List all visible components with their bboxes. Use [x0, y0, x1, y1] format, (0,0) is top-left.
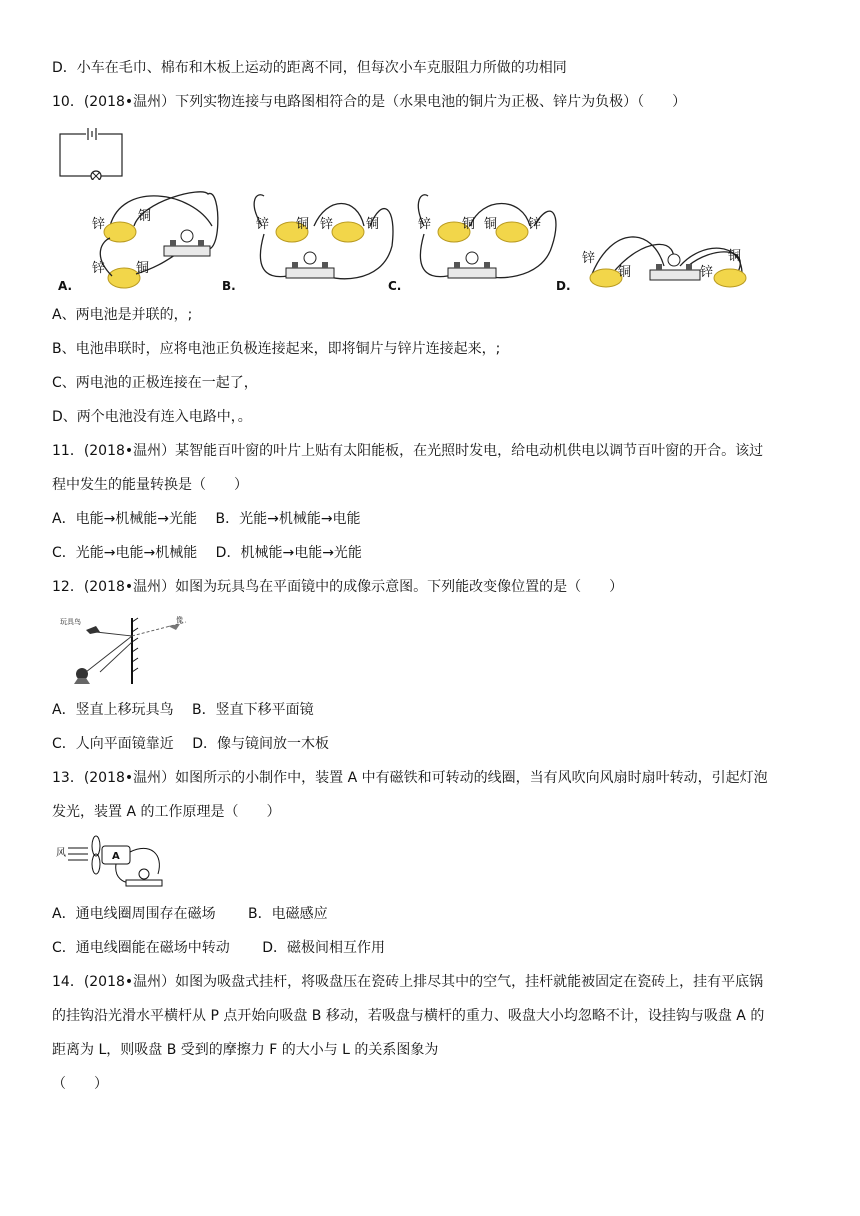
device-a-label: A [112, 851, 120, 862]
q14-stem-line1: 14．(2018•温州）如图为吸盘式挂杆，将吸盘压在瓷砖上排尽其中的空气，挂杆就能被固定在瓷砖上，挂有平底锅 [52, 974, 764, 990]
q10-analysis-d: D、两个电池没有连入电路中，。 [52, 409, 252, 425]
q10-analysis-b: B、电池串联时，应将电池正负极连接起来，即将铜片与锌片连接起来，; [52, 341, 501, 357]
mirror-figure [56, 612, 196, 692]
q10-stem: 10．(2018•温州）下列实物连接与电路图相符合的是（水果电池的铜片为正极、锌片为负极）（ ） [52, 94, 687, 110]
q12-options-cd: C．人向平面镜靠近 D．像与镜间放一木板 [52, 736, 330, 752]
svg-text:锌: 锌 [582, 251, 596, 266]
svg-text:锌: 锌 [320, 217, 334, 232]
svg-text:B.: B. [222, 279, 236, 293]
q13-options-cd: C．通电线圈能在磁场中转动 D．磁极间相互作用 [52, 940, 386, 956]
option-c-figure [388, 195, 556, 293]
q12-options-ab: A．竖直上移玩具鸟 B．竖直下移平面镜 [52, 702, 314, 718]
q11-options-cd: C．光能→电能→机械能 D．机械能→电能→光能 [52, 545, 362, 561]
option-a-figure [58, 192, 218, 293]
svg-text:A.: A. [58, 279, 73, 293]
svg-text:铜: 铜 [138, 209, 152, 224]
fruit-battery-options [52, 186, 752, 298]
circuit-diagram [56, 124, 128, 180]
svg-text:铜: 铜 [366, 217, 380, 232]
svg-text:铜: 铜 [136, 261, 150, 276]
svg-text:锌: 锌 [92, 261, 106, 276]
option-d-figure [556, 237, 746, 293]
q14-stem-line3: 距离为 L，则吸盘 B 受到的摩擦力 F 的大小与 L 的关系图象为 [52, 1042, 439, 1058]
toy-bird-label: 玩具鸟 [60, 618, 81, 626]
image-label: 像 [176, 616, 183, 624]
svg-text:D.: D. [556, 279, 571, 293]
option-b-figure [222, 195, 393, 293]
q12-stem: 12．(2018•温州）如图为玩具鸟在平面镜中的成像示意图。下列能改变像位置的是（ ） [52, 579, 624, 595]
svg-text:锌: 锌 [92, 217, 106, 232]
svg-text:C.: C. [388, 279, 402, 293]
q11-stem-line1: 11．(2018•温州）某智能百叶窗的叶片上贴有太阳能板，在光照时发电，给电动机供电以调节百叶窗的开合。该过 [52, 443, 764, 459]
q13-stem-line1: 13．(2018•温州）如图所示的小制作中，装置 A 中有磁铁和可转动的线圈，当有风吹向风扇时扇叶转动，引起灯泡 [52, 770, 768, 786]
q13-options-ab: A．通电线圈周围存在磁场 B．电磁感应 [52, 906, 328, 922]
svg-text:铜: 铜 [296, 217, 310, 232]
q11-options-ab: A．电能→机械能→光能 B．光能→机械能→电能 [52, 511, 361, 527]
q14-answer-blank: （ ） [52, 1076, 108, 1092]
q10-analysis-c: C、两电池的正极连接在一起了， [52, 375, 258, 391]
svg-text:锌: 锌 [528, 217, 542, 232]
q14-stem-line2: 的挂钩沿光滑水平横杆从 P 点开始向吸盘 B 移动，若吸盘与横杆的重力、吸盘大小均忽略不计，设挂钩与吸盘 A 的 [52, 1008, 765, 1024]
wind-label: 风 [56, 848, 66, 859]
q10-analysis-a: A、两电池是并联的，; [52, 307, 193, 323]
svg-text:铜: 铜 [462, 217, 476, 232]
svg-text:锌: 锌 [256, 217, 270, 232]
svg-text:锌: 锌 [700, 265, 714, 280]
svg-text:铜: 铜 [728, 249, 742, 264]
q11-stem-line2: 程中发生的能量转换是（ ） [52, 477, 248, 493]
q13-stem-line2: 发光，装置 A 的工作原理是（ ） [52, 804, 281, 820]
svg-text:锌: 锌 [418, 217, 432, 232]
fan-generator-figure [54, 834, 174, 890]
svg-text:铜: 铜 [484, 217, 498, 232]
q9-option-d: D．小车在毛巾、棉布和木板上运动的距离不同，但每次小车克服阻力所做的功相同 [52, 60, 567, 76]
svg-text:铜: 铜 [618, 265, 632, 280]
